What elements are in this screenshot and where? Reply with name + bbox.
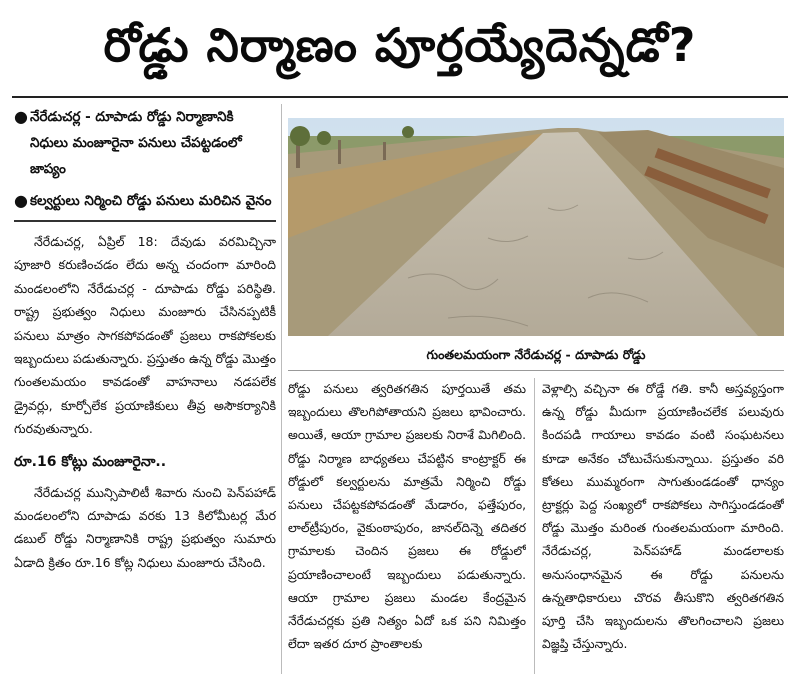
right-column-text: వెళ్లాల్సి వచ్చినా ఈ రోడ్డే గతి. కానీ అస్తవ్యస్తంగా ఉన్న రోడ్డు మీదుగా ప్రయాణించలేక పలువురు కిందపడి గాయాలు కావడం వంటి సంఘటనలు కూడా అనేకం చోటుచేసుకున్నాయి. ప్రస్తుతం వరి కోతలు ముమ్మరంగా సాగుతుండడంతో ధాన్యం ట్రాక్టర్లు పెద్ద సంఖ్యలో రాకపోకలు సాగిస్తుండడంతో రోడ్డు మొత్తం మరింత గుంతలమయంగా మారింది. నేరేడుచర్ల, పెన్‌పహాడ్ మండలాలకు అనుసంధానమైన ఈ రోడ్డు పనులను ఉన్నతాధికారులు చొరవ తీసుకొని త్వరితగతిన పూర్తి చేసి ఇబ్బందులను తొలగించాలని ప్రజలు విజ్ఞప్తి చేస్తున్నారు. bbox=[542, 382, 784, 652]
right-column bbox=[542, 378, 784, 674]
subheading: రూ.16 కోట్లు మంజూరైనా.. bbox=[14, 453, 167, 470]
highlight-text: కల్వర్టులు నిర్మించి రోడ్డు పనులు మరిచిన వైనం bbox=[30, 193, 272, 209]
intro-paragraph: నేరేడుచర్ల, ఏప్రిల్ 18: దేవుడు వరమిచ్చినా పూజారి కరుణించడం లేదు అన్న చందంగా మారింది మండలంలోని నేరేడుచర్ల - దూపాడు రోడ్డు పరిస్థితి. రాష్ట్ర ప్రభుత్వం నిధులు మంజూరు చేసినప్పటికీ పనులు మాత్రం సాగకపోవడంతో ప్రజలు రాకపోకలకు ఇబ్బందులు పడుతున్నారు. ప్రస్తుతం ఉన్న రోడ్డు మొత్తం గుంతలమయం కావడంతో వాహనాలు నడపలేక డ్రైవర్లు, కూర్చోలేక ప్రయాణికులు తీవ్ర అసౌకర్యానికి గురవుతున్నారు. bbox=[14, 234, 276, 437]
highlight-item bbox=[14, 188, 276, 214]
column-divider bbox=[281, 104, 282, 674]
bullet-dot-icon: ● bbox=[14, 107, 28, 126]
photo-caption-box bbox=[288, 340, 784, 371]
middle-column bbox=[288, 378, 526, 674]
bullet-dot-icon: ● bbox=[14, 191, 28, 210]
photo-caption: గుంతలమయంగా నేరేడుచర్ల - దూపాడు రోడ్డు bbox=[426, 347, 646, 362]
column-divider bbox=[534, 378, 535, 674]
section-divider bbox=[14, 220, 276, 222]
body-paragraph: నేరేడుచర్ల మున్సిపాలిటీ శివారు నుంచి పెన్‌పహాడ్ మండలంలోని దూపాడు వరకు 13 కిలోమీటర్ల మేర డబుల్ రోడ్డు నిర్మాణానికి రాష్ట్ర ప్రభుత్వం సుమారు ఏడాది క్రితం రూ.16 కోట్ల నిధులు మంజూరు చేసింది. bbox=[14, 484, 276, 570]
left-column bbox=[14, 104, 276, 674]
highlight-item bbox=[14, 104, 276, 182]
road-photo bbox=[288, 118, 784, 336]
top-rule bbox=[12, 96, 788, 98]
highlight-text: నేరేడుచర్ల - దూపాడు రోడ్డు నిర్మాణానికి నిధులు మంజూరైనా పనులు చేపట్టడంలో జాప్యం bbox=[30, 109, 242, 177]
headline: రోడ్డు నిర్మాణం పూర్తయ్యేదెన్నడో? bbox=[103, 18, 697, 72]
middle-column-text: రోడ్డు పనులు త్వరితగతిన పూర్తయితే తమ ఇబ్బందులు తొలగిపోతాయని ప్రజలు భావించారు. అయితే, ఆయా గ్రామాల ప్రజలకు నిరాశే మిగిలింది. రోడ్డు నిర్మాణ బాధ్యతలు చేపట్టిన కాంట్రాక్టర్ ఈ రోడ్డులో కల్వర్టులను మాత్రమే నిర్మించి రోడ్డు పనులు చేపట్టకపోవడంతో మేడారం, ఫత్తేపురం, లాల్‌ట్రీపురం, వైకుంఠాపురం, జానల్‌దిన్నె తదితర గ్రామాలకు చెందిన ప్రజలు ఈ రోడ్డులో ప్రయాణించాలంటే ఇబ్బందులు పడుతున్నారు. ఆయా గ్రామాల ప్రజలు మండల కేంద్రమైన నేరేడుచర్లకు ప్రతి నిత్యం ఏదో ఒక పని నిమిత్తం లేదా ఇతర దూర ప్రాంతాలకు bbox=[288, 382, 526, 652]
